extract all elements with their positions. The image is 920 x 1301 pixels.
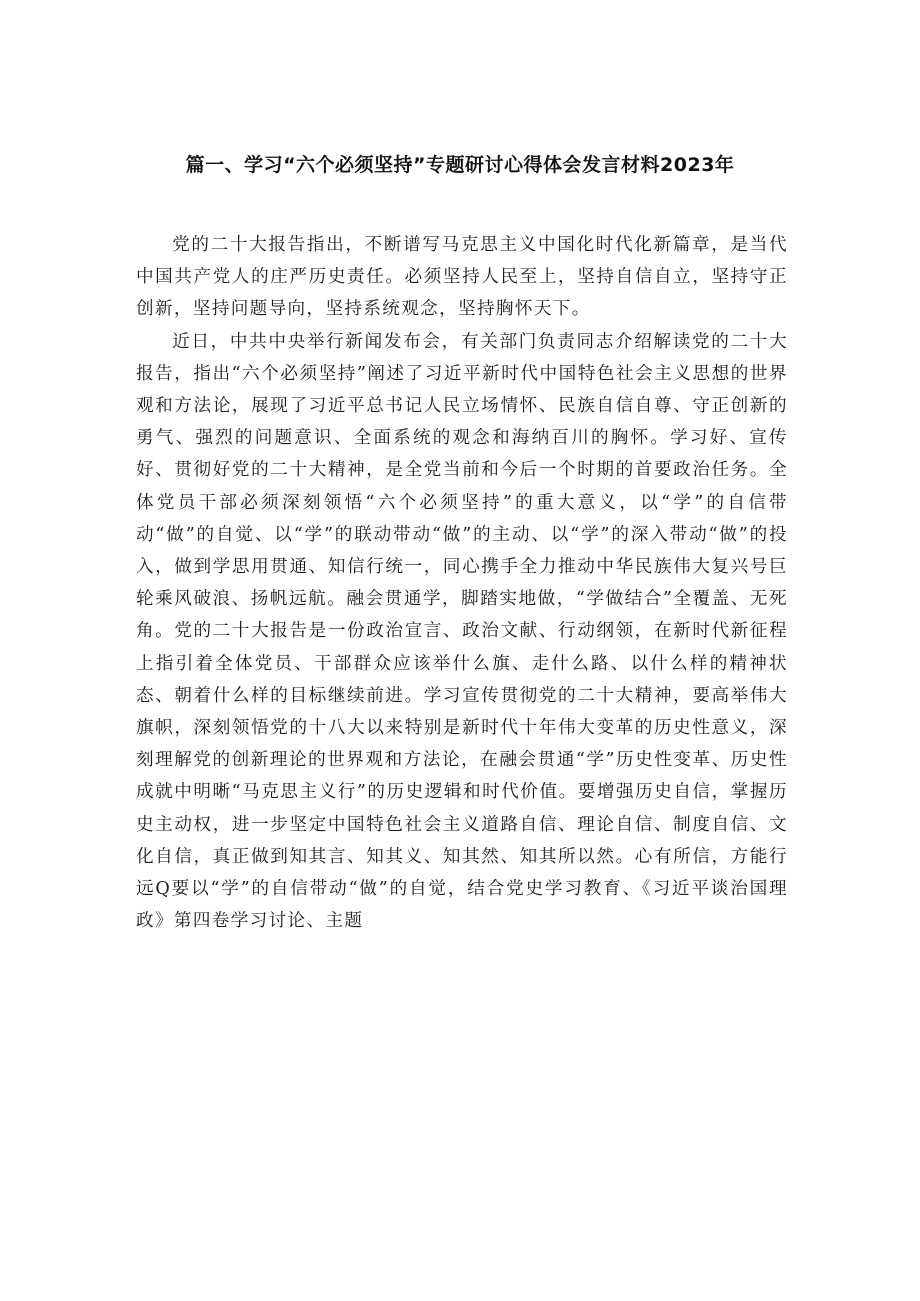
paragraph-main: 近日，中共中央举行新闻发布会，有关部门负责同志介绍解读党的二十大报告，指出“六个必须坚持”阐述了习近平新时代中国特色社会主义思想的世界观和方法论，展现了习近平总书记人民立场情怀、民族自信自尊、守正创新的勇气、强烈的问题意识、全面系统的观念和海纳百川的胸怀。学习好、宣传好、贯彻好党的二十大精神，是全党当前和今后一个时期的首要政治任务。全体党员干部必须深刻领悟“六个必须坚持”的重大意义，以“学”的自信带动“做”的自觉、以“学”的联动带动“做”的主动、以“学”的深入带动“做”的投入，做到学思用贯通、知信行统一，同心携手全力推动中华民族伟大复兴号巨轮乘风破浪、扬帆远航。融会贯通学，脚踏实地做，“学做结合”全覆盖、无死角。党的二十大报告是一份政治宣言、政治文献、行动纲领，在新时代新征程上指引着全体党员、干部群众应该举什么旗、走什么路、以什么样的精神状态、朝着什么样的目标继续前进。学习宣传贯彻党的二十大精神，要高举伟大旗帜，深刻领悟党的十八大以来特别是新时代十年伟大变革的历史性意义，深刻理解党的创新理论的世界观和方法论，在融会贯通“学”历史性变革、历史性成就中明晰“马克思主义行”的历史逻辑和时代价值。要增强历史自信，掌握历史主动权，进一步坚定中国特色社会主义道路自信、理论自信、制度自信、文化自信，真正做到知其言、知其义、知其然、知其所以然。心有所信，方能行远Q要以“学”的自信带动“做”的自觉，结合党史学习教育、《习近平谈治国理政》第四卷学习讨论、主题 bbox=[136, 331, 788, 932]
document-title: 篇一、学习“六个必须坚持”专题研讨心得体会发言材料2023年 bbox=[185, 154, 735, 176]
document-body bbox=[136, 229, 788, 937]
paragraph-intro: 党的二十大报告指出，不断谱写马克思主义中国化时代化新篇章，是当代中国共产党人的庄严历史责任。必须坚持人民至上，坚持自信自立，坚持守正创新，坚持问题导向，坚持系统观念，坚持胸怀天下。 bbox=[136, 235, 788, 320]
